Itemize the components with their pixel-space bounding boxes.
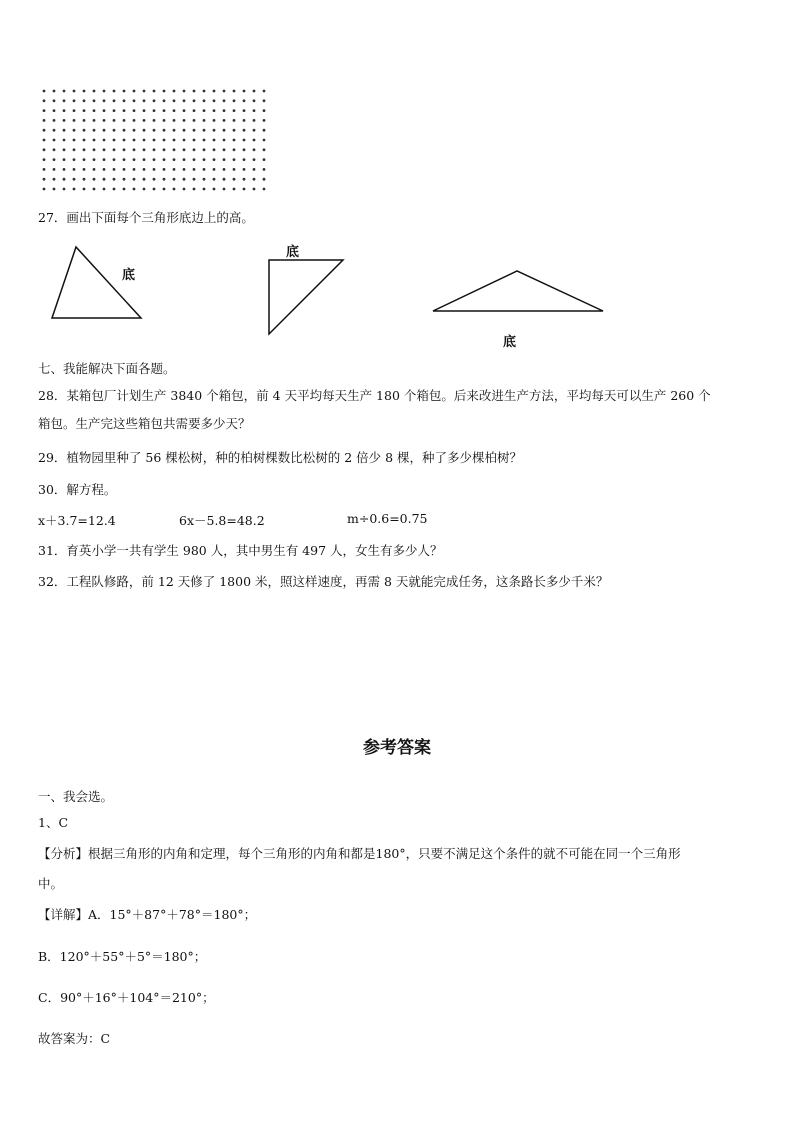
grid-dot xyxy=(113,178,116,181)
conclusion: 故答案为：C xyxy=(38,1031,111,1046)
grid-dot xyxy=(163,139,166,142)
question-32: 32．工程队修路，前 12 天修了 1800 米，照这样速度，再需 8 天就能完成任务，这条路长多少千米？ xyxy=(38,574,609,589)
grid-dot xyxy=(153,168,156,171)
grid-dot xyxy=(73,129,76,132)
grid-dot xyxy=(253,139,256,142)
grid-dot xyxy=(103,119,106,122)
grid-dot xyxy=(243,109,246,112)
grid-dot xyxy=(143,178,146,181)
grid-dot xyxy=(203,178,206,181)
grid-dot xyxy=(193,119,196,122)
grid-dot xyxy=(53,119,56,122)
grid-dot xyxy=(143,119,146,122)
grid-dot xyxy=(203,158,206,161)
question-27: 27．画出下面每个三角形底边上的高。 xyxy=(38,210,254,225)
grid-dot xyxy=(233,129,236,132)
question-29: 29．植物园里种了 56 棵松树，种的柏树棵数比松树的 2 倍少 8 棵，种了多少棵柏树？ xyxy=(38,450,523,465)
grid-dot xyxy=(63,139,66,142)
grid-dot xyxy=(83,129,86,132)
grid-dot xyxy=(53,178,56,181)
grid-dot xyxy=(243,178,246,181)
grid-dot xyxy=(73,188,76,191)
grid-dot xyxy=(93,109,96,112)
grid-dot xyxy=(63,99,66,102)
grid-dot xyxy=(233,188,236,191)
grid-dot xyxy=(133,158,136,161)
grid-dot xyxy=(93,90,96,93)
grid-dot xyxy=(263,99,266,102)
grid-dot xyxy=(73,90,76,93)
grid-dot xyxy=(43,99,46,102)
grid-dot xyxy=(103,178,106,181)
grid-dot xyxy=(163,90,166,93)
grid-dot xyxy=(203,119,206,122)
grid-dot xyxy=(213,139,216,142)
grid-dot xyxy=(103,158,106,161)
grid-dot xyxy=(193,168,196,171)
grid-dot xyxy=(173,139,176,142)
grid-dot xyxy=(213,158,216,161)
grid-dot xyxy=(173,129,176,132)
grid-dot xyxy=(233,139,236,142)
grid-dot xyxy=(113,168,116,171)
grid-dot xyxy=(133,139,136,142)
grid-dot xyxy=(173,119,176,122)
answers-title: 参考答案 xyxy=(363,738,431,758)
grid-dot xyxy=(183,109,186,112)
grid-dot xyxy=(193,139,196,142)
grid-dot xyxy=(143,90,146,93)
detail-b: B．120°＋55°＋5°＝180°； xyxy=(38,949,207,964)
grid-dot xyxy=(233,158,236,161)
grid-dot xyxy=(183,168,186,171)
grid-dot xyxy=(73,99,76,102)
grid-dot xyxy=(263,139,266,142)
grid-dot xyxy=(193,129,196,132)
grid-dot xyxy=(203,148,206,151)
grid-dot xyxy=(213,90,216,93)
grid-dot xyxy=(223,168,226,171)
grid-dot xyxy=(123,139,126,142)
grid-dot xyxy=(93,158,96,161)
grid-dot xyxy=(93,178,96,181)
grid-dot xyxy=(63,188,66,191)
grid-dot xyxy=(203,109,206,112)
grid-dot xyxy=(193,109,196,112)
grid-dot xyxy=(173,188,176,191)
grid-dot xyxy=(133,188,136,191)
grid-dot xyxy=(53,158,56,161)
grid-dot xyxy=(93,139,96,142)
grid-dot xyxy=(183,90,186,93)
grid-dot xyxy=(73,109,76,112)
grid-dot xyxy=(173,90,176,93)
grid-dot xyxy=(73,168,76,171)
grid-dot xyxy=(83,119,86,122)
triangle-3-base-label: 底 xyxy=(503,335,517,350)
grid-dot xyxy=(83,139,86,142)
grid-dot xyxy=(103,188,106,191)
grid-dot xyxy=(63,109,66,112)
grid-dot xyxy=(83,158,86,161)
grid-dot xyxy=(203,188,206,191)
grid-dot xyxy=(223,148,226,151)
grid-dot xyxy=(143,129,146,132)
grid-dot xyxy=(43,109,46,112)
grid-dot xyxy=(113,148,116,151)
grid-dot xyxy=(93,99,96,102)
grid-dot xyxy=(213,119,216,122)
section-7-heading: 七、我能解决下面各题。 xyxy=(38,361,176,376)
grid-dot xyxy=(233,178,236,181)
grid-dot xyxy=(243,139,246,142)
grid-dot xyxy=(263,168,266,171)
grid-dot xyxy=(113,99,116,102)
grid-dot xyxy=(103,148,106,151)
grid-dot xyxy=(73,148,76,151)
grid-dot xyxy=(103,109,106,112)
grid-dot xyxy=(253,158,256,161)
grid-dot xyxy=(233,168,236,171)
grid-dot xyxy=(243,119,246,122)
grid-dot xyxy=(163,178,166,181)
grid-dot xyxy=(223,119,226,122)
grid-dot xyxy=(243,168,246,171)
grid-dot xyxy=(163,109,166,112)
grid-dot xyxy=(43,139,46,142)
grid-dot xyxy=(173,99,176,102)
grid-dot xyxy=(93,188,96,191)
grid-dot xyxy=(223,188,226,191)
grid-dot xyxy=(113,119,116,122)
grid-dot xyxy=(203,139,206,142)
grid-dot xyxy=(193,188,196,191)
grid-dot xyxy=(253,178,256,181)
grid-dot xyxy=(253,129,256,132)
grid-dot xyxy=(173,148,176,151)
grid-dot xyxy=(183,119,186,122)
grid-dot xyxy=(263,148,266,151)
grid-dot xyxy=(193,99,196,102)
triangle-2-base-label: 底 xyxy=(286,245,300,260)
grid-dot xyxy=(43,129,46,132)
grid-dot xyxy=(243,188,246,191)
dot-grid xyxy=(40,87,272,193)
grid-dot xyxy=(243,129,246,132)
grid-dot xyxy=(153,139,156,142)
grid-dot xyxy=(153,99,156,102)
grid-dot xyxy=(233,109,236,112)
grid-dot xyxy=(163,188,166,191)
grid-dot xyxy=(223,90,226,93)
grid-dot xyxy=(173,158,176,161)
grid-dot xyxy=(203,99,206,102)
grid-dot xyxy=(233,99,236,102)
grid-dot xyxy=(113,129,116,132)
grid-dot xyxy=(253,168,256,171)
grid-dot xyxy=(63,129,66,132)
grid-dot xyxy=(123,178,126,181)
grid-dot xyxy=(253,188,256,191)
grid-dot xyxy=(43,148,46,151)
grid-dot xyxy=(223,109,226,112)
grid-dot xyxy=(143,168,146,171)
grid-dot xyxy=(243,158,246,161)
grid-dot xyxy=(53,109,56,112)
grid-dot xyxy=(213,148,216,151)
grid-dot xyxy=(43,168,46,171)
grid-dot xyxy=(183,148,186,151)
grid-dot xyxy=(153,109,156,112)
grid-dot xyxy=(53,148,56,151)
grid-dot xyxy=(143,139,146,142)
grid-dot xyxy=(123,188,126,191)
grid-dot xyxy=(93,148,96,151)
grid-dot xyxy=(213,188,216,191)
grid-dot xyxy=(123,119,126,122)
grid-dot xyxy=(163,158,166,161)
grid-dot xyxy=(133,129,136,132)
grid-dot xyxy=(73,139,76,142)
triangle-1 xyxy=(50,245,146,321)
grid-dot xyxy=(243,148,246,151)
grid-dot xyxy=(103,99,106,102)
grid-dot xyxy=(63,178,66,181)
equation-2: 6x－5.8=48.2 xyxy=(179,513,265,528)
grid-dot xyxy=(213,99,216,102)
grid-dot xyxy=(53,90,56,93)
grid-dot xyxy=(63,90,66,93)
grid-dot xyxy=(113,188,116,191)
grid-dot xyxy=(263,158,266,161)
grid-dot xyxy=(133,90,136,93)
grid-dot xyxy=(93,119,96,122)
grid-dot xyxy=(83,90,86,93)
grid-dot xyxy=(123,148,126,151)
detail-c: C．90°＋16°＋104°＝210°； xyxy=(38,990,215,1005)
grid-dot xyxy=(233,119,236,122)
grid-dot xyxy=(123,168,126,171)
grid-dot xyxy=(253,148,256,151)
grid-dot xyxy=(173,168,176,171)
grid-dot xyxy=(43,178,46,181)
question-28-line2: 箱包。生产完这些箱包共需要多少天？ xyxy=(38,416,251,431)
analysis-line1: 【分析】根据三角形的内角和定理，每个三角形的内角和都是180°，只要不满足这个条件的就不可能在同一个三角形 xyxy=(38,846,681,861)
grid-dot xyxy=(183,129,186,132)
grid-dot xyxy=(103,90,106,93)
grid-dot xyxy=(253,90,256,93)
grid-dot xyxy=(213,129,216,132)
grid-dot xyxy=(133,99,136,102)
grid-dot xyxy=(143,148,146,151)
grid-dot xyxy=(73,158,76,161)
grid-dot xyxy=(243,99,246,102)
grid-dot xyxy=(53,99,56,102)
grid-dot xyxy=(83,109,86,112)
grid-dot xyxy=(123,109,126,112)
grid-dot xyxy=(213,168,216,171)
grid-dot xyxy=(93,129,96,132)
grid-dot xyxy=(143,109,146,112)
grid-dot xyxy=(103,168,106,171)
grid-dot xyxy=(113,90,116,93)
grid-dot xyxy=(223,129,226,132)
grid-dot xyxy=(63,148,66,151)
grid-dot xyxy=(73,119,76,122)
grid-dot xyxy=(133,109,136,112)
grid-dot xyxy=(143,158,146,161)
grid-dot xyxy=(263,119,266,122)
grid-dot xyxy=(83,148,86,151)
grid-dot xyxy=(163,148,166,151)
grid-dot xyxy=(83,178,86,181)
grid-dot xyxy=(53,129,56,132)
grid-dot xyxy=(123,90,126,93)
grid-dot xyxy=(53,168,56,171)
grid-dot xyxy=(143,99,146,102)
grid-dot xyxy=(53,139,56,142)
grid-dot xyxy=(163,99,166,102)
grid-dot xyxy=(253,109,256,112)
grid-dot xyxy=(103,129,106,132)
grid-dot xyxy=(253,99,256,102)
grid-dot xyxy=(133,168,136,171)
grid-dot xyxy=(223,158,226,161)
equation-1: x＋3.7=12.4 xyxy=(38,513,116,528)
grid-dot xyxy=(263,178,266,181)
grid-dot xyxy=(193,158,196,161)
grid-dot xyxy=(113,139,116,142)
question-28-line1: 28．某箱包厂计划生产 3840 个箱包，前 4 天平均每天生产 180 个箱包。后来改进生产方法，平均每天可以生产 260 个 xyxy=(38,388,711,403)
grid-dot xyxy=(253,119,256,122)
grid-dot xyxy=(163,119,166,122)
grid-dot xyxy=(83,188,86,191)
grid-dot xyxy=(123,129,126,132)
answer-1: 1、C xyxy=(38,815,69,830)
question-30: 30．解方程。 xyxy=(38,482,117,497)
grid-dot xyxy=(63,158,66,161)
detail-a: 【详解】A．15°＋87°＋78°＝180°； xyxy=(38,907,257,922)
grid-dot xyxy=(43,158,46,161)
grid-dot xyxy=(263,109,266,112)
grid-dot xyxy=(153,148,156,151)
grid-dot xyxy=(183,139,186,142)
grid-dot xyxy=(83,168,86,171)
grid-dot xyxy=(153,188,156,191)
answers-section-1: 一、我会选。 xyxy=(38,789,114,804)
grid-dot xyxy=(83,99,86,102)
grid-dot xyxy=(153,178,156,181)
grid-dot xyxy=(193,90,196,93)
grid-dot xyxy=(233,148,236,151)
grid-dot xyxy=(263,129,266,132)
grid-dot xyxy=(63,168,66,171)
grid-dot xyxy=(43,188,46,191)
grid-dot xyxy=(263,188,266,191)
grid-dot xyxy=(43,90,46,93)
grid-dot xyxy=(153,90,156,93)
grid-dot xyxy=(153,129,156,132)
equation-3: m÷0.6=0.75 xyxy=(347,511,428,526)
grid-dot xyxy=(63,119,66,122)
grid-dot xyxy=(203,129,206,132)
grid-dot xyxy=(123,99,126,102)
grid-dot xyxy=(173,109,176,112)
grid-dot xyxy=(203,90,206,93)
grid-dot xyxy=(53,188,56,191)
grid-dot xyxy=(153,158,156,161)
grid-dot xyxy=(183,178,186,181)
analysis-line2: 中。 xyxy=(38,876,64,891)
grid-dot xyxy=(133,119,136,122)
triangle-3 xyxy=(431,269,605,314)
grid-dot xyxy=(143,188,146,191)
grid-dot xyxy=(213,178,216,181)
triangle-2 xyxy=(267,258,345,336)
grid-dot xyxy=(43,119,46,122)
grid-dot xyxy=(223,99,226,102)
grid-dot xyxy=(243,90,246,93)
grid-dot xyxy=(183,99,186,102)
triangle-1-base-label: 底 xyxy=(122,268,136,283)
grid-dot xyxy=(213,109,216,112)
grid-dot xyxy=(163,168,166,171)
grid-dot xyxy=(133,148,136,151)
grid-dot xyxy=(193,178,196,181)
grid-dot xyxy=(223,139,226,142)
grid-dot xyxy=(153,119,156,122)
grid-dot xyxy=(183,158,186,161)
grid-dot xyxy=(133,178,136,181)
grid-dot xyxy=(223,178,226,181)
grid-dot xyxy=(73,178,76,181)
grid-dot xyxy=(233,90,236,93)
grid-dot xyxy=(113,109,116,112)
grid-dot xyxy=(163,129,166,132)
grid-dot xyxy=(93,168,96,171)
grid-dot xyxy=(263,90,266,93)
grid-dot xyxy=(173,178,176,181)
grid-dot xyxy=(203,168,206,171)
grid-dot xyxy=(183,188,186,191)
grid-dot xyxy=(193,148,196,151)
grid-dot xyxy=(123,158,126,161)
grid-dot xyxy=(103,139,106,142)
grid-dot xyxy=(113,158,116,161)
question-31: 31．育英小学一共有学生 980 人，其中男生有 497 人，女生有多少人？ xyxy=(38,543,443,558)
